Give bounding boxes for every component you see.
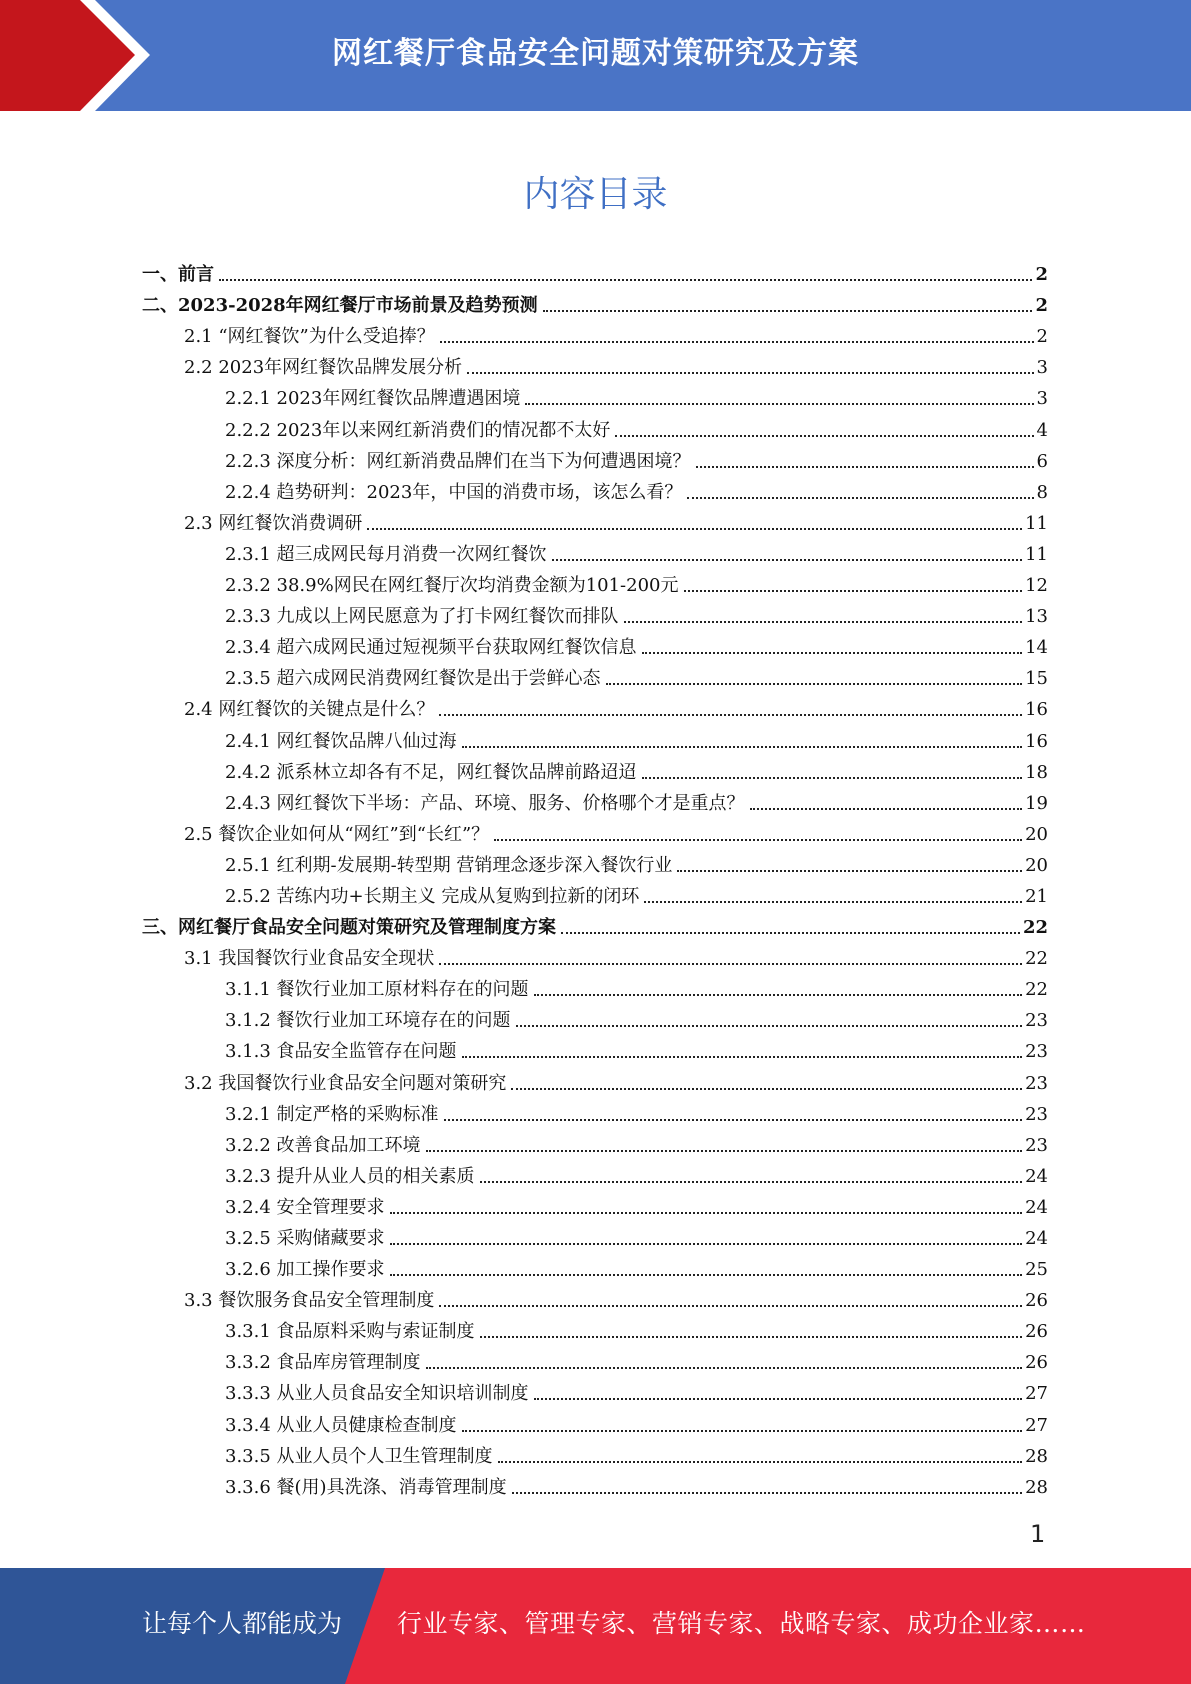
toc-entry-label: 2.3.4 超六成网民通过短视频平台获取网红餐饮信息 xyxy=(225,637,637,659)
toc-dot-leader xyxy=(462,1430,1023,1432)
toc-dot-leader xyxy=(439,1305,1022,1307)
toc-dot-leader xyxy=(494,839,1022,841)
toc-dot-leader xyxy=(684,590,1023,592)
toc-entry-label: 2.2.2 2023年以来网红新消费们的情况都不太好 xyxy=(225,419,611,441)
toc-entry[interactable] xyxy=(142,1157,1048,1188)
toc-entry[interactable] xyxy=(142,846,1048,877)
toc-dot-leader xyxy=(687,497,1033,499)
toc-entry-page: 2 xyxy=(1035,295,1048,317)
toc-entry-page: 26 xyxy=(1025,1290,1048,1312)
toc-entry-label: 3.3.5 从业人员个人卫生管理制度 xyxy=(225,1445,493,1467)
toc-dot-leader xyxy=(498,1461,1023,1463)
toc-entry-page: 23 xyxy=(1025,1103,1048,1125)
footer-banner xyxy=(0,1568,1191,1684)
toc-entry-label: 二、2023-2028年网红餐厅市场前景及趋势预测 xyxy=(142,295,538,317)
toc-entry-page: 27 xyxy=(1025,1414,1048,1436)
toc-dot-leader xyxy=(219,279,1032,281)
toc-entry[interactable] xyxy=(142,908,1048,939)
toc-entry-page: 26 xyxy=(1025,1321,1048,1343)
toc-entry-page: 15 xyxy=(1025,668,1048,690)
toc-dot-leader xyxy=(367,528,1022,530)
toc-title: 内容目录 xyxy=(523,174,668,215)
toc-entry-label: 2.4.2 派系林立却各有不足，网红餐饮品牌前路迢迢 xyxy=(225,761,637,783)
toc-dot-leader xyxy=(696,466,1034,468)
toc-entry[interactable] xyxy=(142,286,1048,317)
header-title: 网红餐厅食品安全问题对策研究及方案 xyxy=(332,36,859,71)
toc-entry-label: 3.2.1 制定严格的采购标准 xyxy=(225,1103,439,1125)
toc-dot-leader xyxy=(511,1088,1022,1090)
header-banner xyxy=(0,0,1191,111)
toc-dot-leader xyxy=(480,1181,1023,1183)
toc-entry[interactable] xyxy=(142,1063,1048,1094)
toc-entry-page: 24 xyxy=(1025,1196,1048,1218)
toc-entry-page: 22 xyxy=(1025,979,1048,1001)
toc-entry-page: 8 xyxy=(1036,481,1048,503)
toc-entry[interactable] xyxy=(142,753,1048,784)
toc-entry-label: 2.4 网红餐饮的关键点是什么？ xyxy=(184,699,435,721)
toc-entry-label: 2.2.3 深度分析：网红新消费品牌们在当下为何遭遇困境？ xyxy=(225,450,691,472)
toc-entry[interactable] xyxy=(142,1312,1048,1343)
toc-entry[interactable] xyxy=(142,628,1048,659)
toc-dot-leader xyxy=(440,341,1034,343)
toc-entry-label: 3.3.3 从业人员食品安全知识培训制度 xyxy=(225,1383,529,1405)
toc-dot-leader xyxy=(426,1150,1023,1152)
toc-entry-page: 21 xyxy=(1025,885,1048,907)
toc-entry-label: 3.2.4 安全管理要求 xyxy=(225,1196,385,1218)
toc-entry-page: 23 xyxy=(1025,1134,1048,1156)
toc-dot-leader xyxy=(390,1274,1023,1276)
toc-entry-label: 2.4.1 网红餐饮品牌八仙过海 xyxy=(225,730,457,752)
toc-dot-leader xyxy=(543,310,1033,312)
toc-entry[interactable] xyxy=(142,1281,1048,1312)
toc-entry-page: 22 xyxy=(1022,917,1048,939)
toc-entry[interactable] xyxy=(142,442,1048,473)
toc-entry-page: 3 xyxy=(1036,388,1048,410)
toc-entry[interactable] xyxy=(142,1095,1048,1126)
toc-entry-label: 3.3.4 从业人员健康检查制度 xyxy=(225,1414,457,1436)
toc-entry-label: 2.5.2 苦练内功+长期主义 完成从复购到拉新的闭环 xyxy=(225,885,640,907)
toc-dot-leader xyxy=(642,777,1023,779)
toc-entry-page: 22 xyxy=(1025,948,1048,970)
toc-entry-page: 24 xyxy=(1025,1228,1048,1249)
toc-dot-leader xyxy=(561,932,1020,934)
toc-entry[interactable] xyxy=(142,690,1048,721)
toc-entry-page: 27 xyxy=(1025,1383,1048,1405)
toc-entry-label: 3.1.3 食品安全监管存在问题 xyxy=(225,1041,457,1063)
toc-entry-label: 2.3.1 超三成网民每月消费一次网红餐饮 xyxy=(225,543,547,565)
footer-slogan-right: 行业专家、管理专家、营销专家、战略专家、成功企业家…… xyxy=(397,1609,1086,1638)
toc-dot-leader xyxy=(615,435,1033,437)
toc-entry-label: 3.3 餐饮服务食品安全管理制度 xyxy=(184,1290,435,1312)
toc-dot-leader xyxy=(480,1336,1023,1338)
toc-entry-page: 16 xyxy=(1025,699,1048,721)
toc-entry-label: 2.2.1 2023年网红餐饮品牌遭遇困境 xyxy=(225,388,521,410)
toc-dot-leader xyxy=(677,870,1022,872)
toc-entry[interactable] xyxy=(142,1343,1048,1374)
toc-entry-page: 18 xyxy=(1025,761,1048,783)
page-number: 1 xyxy=(1030,1520,1046,1548)
toc-entry-page: 24 xyxy=(1025,1165,1048,1187)
toc-entry-page: 4 xyxy=(1036,419,1048,441)
toc-entry[interactable] xyxy=(142,721,1048,752)
toc-entry[interactable] xyxy=(142,970,1048,1001)
toc-entry[interactable] xyxy=(142,473,1048,504)
toc-entry-page: 20 xyxy=(1025,854,1048,876)
toc-entry-label: 2.3.5 超六成网民消费网红餐饮是出于尝鲜心态 xyxy=(225,668,601,690)
toc-entry-label: 3.2.2 改善食品加工环境 xyxy=(225,1134,421,1156)
toc-entry[interactable] xyxy=(142,939,1048,970)
toc-entry-page: 23 xyxy=(1025,1072,1048,1094)
toc-entry[interactable] xyxy=(142,566,1048,597)
toc-entry-label: 3.3.6 餐(用)具洗涤、消毒管理制度 xyxy=(225,1476,507,1498)
toc-entry[interactable] xyxy=(142,379,1048,410)
toc-dot-leader xyxy=(439,963,1022,965)
toc-dot-leader xyxy=(426,1367,1023,1369)
toc-entry[interactable] xyxy=(142,1188,1048,1219)
toc-entry[interactable] xyxy=(142,535,1048,566)
toc-entry[interactable] xyxy=(142,1001,1048,1032)
toc-dot-leader xyxy=(462,746,1023,748)
toc-entry[interactable] xyxy=(142,410,1048,441)
toc-entry-page: 16 xyxy=(1025,730,1048,752)
toc-dot-leader xyxy=(750,808,1023,810)
toc-entry-page: 20 xyxy=(1025,823,1048,845)
toc-entry-label: 三、网红餐厅食品安全问题对策研究及管理制度方案 xyxy=(142,917,556,939)
toc-entry-page: 28 xyxy=(1025,1445,1048,1467)
toc-dot-leader xyxy=(516,1025,1023,1027)
toc-entry-label: 2.5 餐饮企业如何从“网红”到“长红”？ xyxy=(184,823,490,845)
toc-dot-leader xyxy=(467,372,1033,374)
toc-dot-leader xyxy=(552,559,1023,561)
toc-dot-leader xyxy=(534,1398,1023,1400)
toc-dot-leader xyxy=(525,403,1033,405)
toc-entry-page: 12 xyxy=(1025,575,1048,597)
toc-entry[interactable] xyxy=(142,1219,1048,1250)
toc-entry-page: 23 xyxy=(1025,1041,1048,1063)
toc-dot-leader xyxy=(462,1056,1023,1058)
toc-entry-page: 28 xyxy=(1025,1476,1048,1498)
toc-entry[interactable] xyxy=(142,1437,1048,1468)
toc-entry[interactable] xyxy=(142,597,1048,628)
toc-entry-label: 3.2.5 采购储藏要求 xyxy=(225,1228,385,1249)
toc-entry-page: 14 xyxy=(1025,637,1048,659)
toc-dot-leader xyxy=(534,994,1023,996)
toc-dot-leader xyxy=(606,683,1023,685)
toc-entry-label: 3.1 我国餐饮行业食品安全现状 xyxy=(184,948,435,970)
toc-entry[interactable] xyxy=(142,1032,1048,1063)
toc-entry-label: 3.3.1 食品原料采购与索证制度 xyxy=(225,1321,475,1343)
toc-entry[interactable] xyxy=(142,317,1048,348)
toc-entry[interactable] xyxy=(142,504,1048,535)
toc-entry-label: 2.2 2023年网红餐饮品牌发展分析 xyxy=(184,357,463,379)
toc-entry-page: 3 xyxy=(1036,357,1048,379)
toc-entry-page: 26 xyxy=(1025,1352,1048,1374)
toc-entry[interactable] xyxy=(142,255,1048,286)
toc-entry-label: 2.3.2 38.9%网民在网红餐厅次均消费金额为101-200元 xyxy=(225,575,679,597)
toc-entry[interactable] xyxy=(142,784,1048,815)
toc-entry[interactable] xyxy=(142,877,1048,908)
table-of-contents xyxy=(142,255,1048,1499)
toc-entry[interactable] xyxy=(142,1250,1048,1281)
toc-entry-label: 2.3 网红餐饮消费调研 xyxy=(184,512,363,534)
toc-entry-label: 3.2.3 提升从业人员的相关素质 xyxy=(225,1165,475,1187)
toc-entry-label: 3.3.2 食品库房管理制度 xyxy=(225,1352,421,1374)
toc-entry[interactable] xyxy=(142,348,1048,379)
toc-entry[interactable] xyxy=(142,815,1048,846)
toc-dot-leader xyxy=(644,901,1022,903)
toc-entry-page: 13 xyxy=(1025,606,1048,628)
toc-entry[interactable] xyxy=(142,659,1048,690)
toc-dot-leader xyxy=(624,621,1023,623)
toc-entry-label: 2.2.4 趋势研判：2023年，中国的消费市场，该怎么看？ xyxy=(225,481,683,503)
toc-entry-page: 2 xyxy=(1035,264,1048,286)
toc-dot-leader xyxy=(390,1212,1023,1214)
toc-dot-leader xyxy=(444,1119,1023,1121)
toc-entry-page: 25 xyxy=(1025,1259,1048,1281)
toc-entry-page: 11 xyxy=(1025,543,1048,565)
toc-entry[interactable] xyxy=(142,1468,1048,1499)
toc-dot-leader xyxy=(642,652,1023,654)
toc-entry-label: 3.1.1 餐饮行业加工原材料存在的问题 xyxy=(225,979,529,1001)
toc-entry-page: 6 xyxy=(1036,450,1048,472)
toc-entry[interactable] xyxy=(142,1405,1048,1436)
toc-entry-page: 11 xyxy=(1025,512,1048,534)
toc-entry-label: 3.2 我国餐饮行业食品安全问题对策研究 xyxy=(184,1072,507,1094)
toc-entry-page: 2 xyxy=(1036,326,1048,348)
toc-entry-label: 2.5.1 红利期-发展期-转型期 营销理念逐步深入餐饮行业 xyxy=(225,854,673,876)
toc-entry-label: 3.2.6 加工操作要求 xyxy=(225,1259,385,1281)
footer-slogan-left: 让每个人都能成为 xyxy=(142,1609,343,1638)
toc-entry-label: 3.1.2 餐饮行业加工环境存在的问题 xyxy=(225,1010,511,1032)
toc-entry-label: 2.1 “网红餐饮”为什么受追捧？ xyxy=(184,326,435,348)
toc-dot-leader xyxy=(439,714,1022,716)
toc-entry[interactable] xyxy=(142,1374,1048,1405)
toc-entry-label: 2.4.3 网红餐饮下半场：产品、环境、服务、价格哪个才是重点？ xyxy=(225,792,745,814)
toc-entry-page: 23 xyxy=(1025,1010,1048,1032)
toc-dot-leader xyxy=(390,1243,1023,1245)
toc-entry-label: 2.3.3 九成以上网民愿意为了打卡网红餐饮而排队 xyxy=(225,606,619,628)
toc-entry-label: 一、前言 xyxy=(142,264,214,286)
toc-entry-page: 19 xyxy=(1025,792,1048,814)
toc-entry[interactable] xyxy=(142,1126,1048,1157)
toc-dot-leader xyxy=(512,1492,1023,1494)
